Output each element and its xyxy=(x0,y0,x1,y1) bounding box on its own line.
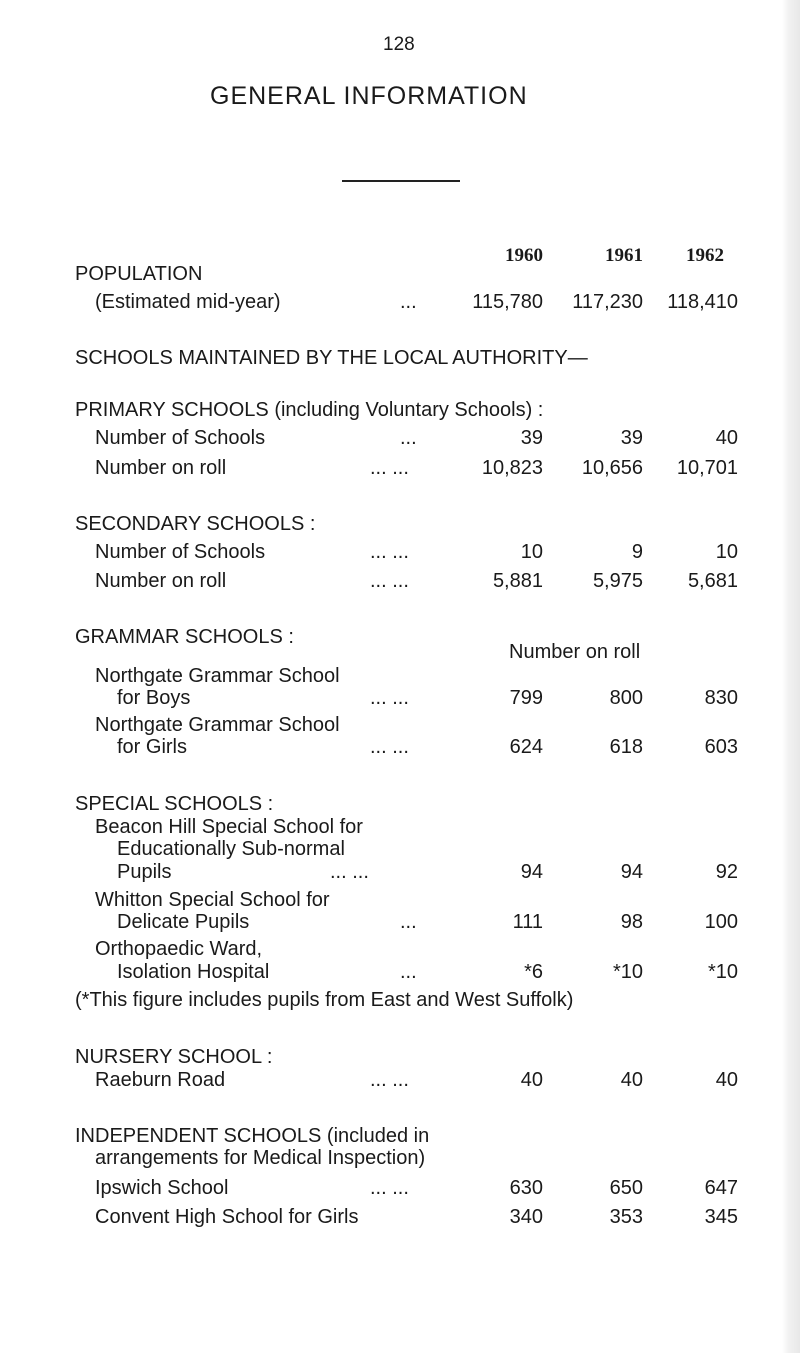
beacon-1961: 94 xyxy=(620,861,643,883)
population-heading: POPULATION xyxy=(75,263,203,285)
beacon-label-line2: Educationally Sub-normal xyxy=(117,838,345,860)
beacon-leader: ... ... xyxy=(330,861,369,883)
nursery-1962: 40 xyxy=(715,1069,738,1091)
primary-roll-label: Number on roll xyxy=(95,457,227,479)
ortho-label-line2: Isolation Hospital xyxy=(117,961,270,983)
secondary-roll-leader: ... ... xyxy=(370,570,409,592)
grammar-boys-leader: ... ... xyxy=(370,687,409,709)
ortho-1962: *10 xyxy=(707,961,738,983)
page-edge-shadow xyxy=(782,0,800,1353)
convent-1961: 353 xyxy=(609,1206,643,1228)
grammar-subheading: Number on roll xyxy=(509,641,641,663)
primary-roll-1962: 10,701 xyxy=(676,457,738,479)
special-footnote: (*This figure includes pupils from East and West Suffolk) xyxy=(75,989,574,1011)
primary-schools-1961: 39 xyxy=(620,427,643,449)
secondary-schools-1960: 10 xyxy=(520,541,543,563)
beacon-1962: 92 xyxy=(715,861,738,883)
title-divider xyxy=(342,180,460,182)
primary-roll-1961: 10,656 xyxy=(581,457,643,479)
primary-schools-leader: ... xyxy=(400,427,417,449)
grammar-girls-label-line1: Northgate Grammar School xyxy=(95,714,340,736)
ipswich-1960: 630 xyxy=(509,1177,543,1199)
convent-1962: 345 xyxy=(704,1206,738,1228)
year-header-1960: 1960 xyxy=(505,245,543,266)
year-header-1962: 1962 xyxy=(686,245,724,266)
grammar-girls-label-line2: for Girls xyxy=(117,736,187,758)
grammar-boys-1962: 830 xyxy=(704,687,738,709)
grammar-girls-1961: 618 xyxy=(609,736,643,758)
population-1960: 115,780 xyxy=(472,291,543,313)
nursery-heading: NURSERY SCHOOL : xyxy=(75,1046,273,1068)
ipswich-label: Ipswich School xyxy=(95,1177,229,1199)
grammar-boys-1960: 799 xyxy=(509,687,543,709)
convent-1960: 340 xyxy=(509,1206,543,1228)
whitton-label-line2: Delicate Pupils xyxy=(117,911,250,933)
page-number: 128 xyxy=(383,34,415,55)
secondary-schools-label: Number of Schools xyxy=(95,541,266,563)
convent-label: Convent High School for Girls xyxy=(95,1206,359,1228)
primary-roll-1960: 10,823 xyxy=(481,457,543,479)
ipswich-1961: 650 xyxy=(609,1177,643,1199)
secondary-schools-1961: 9 xyxy=(631,541,643,563)
population-1962: 118,410 xyxy=(667,291,738,313)
nursery-leader: ... ... xyxy=(370,1069,409,1091)
grammar-boys-1961: 800 xyxy=(609,687,643,709)
whitton-1961: 98 xyxy=(620,911,643,933)
independent-heading-line2: arrangements for Medical Inspection) xyxy=(95,1147,426,1169)
beacon-1960: 94 xyxy=(520,861,543,883)
whitton-leader: ... xyxy=(400,911,417,933)
ipswich-leader: ... ... xyxy=(370,1177,409,1199)
whitton-1960: 111 xyxy=(512,911,543,933)
grammar-girls-1962: 603 xyxy=(704,736,738,758)
ortho-label-line1: Orthopaedic Ward, xyxy=(95,938,263,960)
population-label: (Estimated mid-year) xyxy=(95,291,281,313)
whitton-label-line1: Whitton Special School for xyxy=(95,889,330,911)
population-1961: 117,230 xyxy=(572,291,643,313)
special-heading: SPECIAL SCHOOLS : xyxy=(75,793,274,815)
primary-schools-label: Number of Schools xyxy=(95,427,266,449)
nursery-label: Raeburn Road xyxy=(95,1069,226,1091)
grammar-girls-leader: ... ... xyxy=(370,736,409,758)
grammar-heading: GRAMMAR SCHOOLS : xyxy=(75,626,294,648)
ortho-leader: ... xyxy=(400,961,417,983)
whitton-1962: 100 xyxy=(704,911,738,933)
grammar-girls-1960: 624 xyxy=(509,736,543,758)
primary-heading: PRIMARY SCHOOLS (including Voluntary Schools) : xyxy=(75,399,544,421)
secondary-schools-leader: ... ... xyxy=(370,541,409,563)
secondary-roll-1961: 5,975 xyxy=(592,570,643,592)
schools-heading: SCHOOLS MAINTAINED BY THE LOCAL AUTHORITY— xyxy=(75,347,588,369)
grammar-boys-label-line1: Northgate Grammar School xyxy=(95,665,340,687)
primary-schools-1962: 40 xyxy=(715,427,738,449)
secondary-roll-1962: 5,681 xyxy=(687,570,738,592)
beacon-label-line3: Pupils xyxy=(117,861,172,883)
ipswich-1962: 647 xyxy=(704,1177,738,1199)
secondary-roll-1960: 5,881 xyxy=(492,570,543,592)
year-header-1961: 1961 xyxy=(605,245,643,266)
independent-heading-line1: INDEPENDENT SCHOOLS (included in xyxy=(75,1125,430,1147)
secondary-heading: SECONDARY SCHOOLS : xyxy=(75,513,316,535)
nursery-1960: 40 xyxy=(520,1069,543,1091)
beacon-label-line1: Beacon Hill Special School for xyxy=(95,816,363,838)
ortho-1961: *10 xyxy=(612,961,643,983)
primary-roll-leader: ... ... xyxy=(370,457,409,479)
nursery-1961: 40 xyxy=(620,1069,643,1091)
primary-schools-1960: 39 xyxy=(520,427,543,449)
ortho-1960: *6 xyxy=(524,961,543,983)
secondary-roll-label: Number on roll xyxy=(95,570,227,592)
secondary-schools-1962: 10 xyxy=(715,541,738,563)
page-title: GENERAL INFORMATION xyxy=(210,82,528,110)
grammar-boys-label-line2: for Boys xyxy=(117,687,191,709)
population-leader: ... xyxy=(400,291,417,313)
